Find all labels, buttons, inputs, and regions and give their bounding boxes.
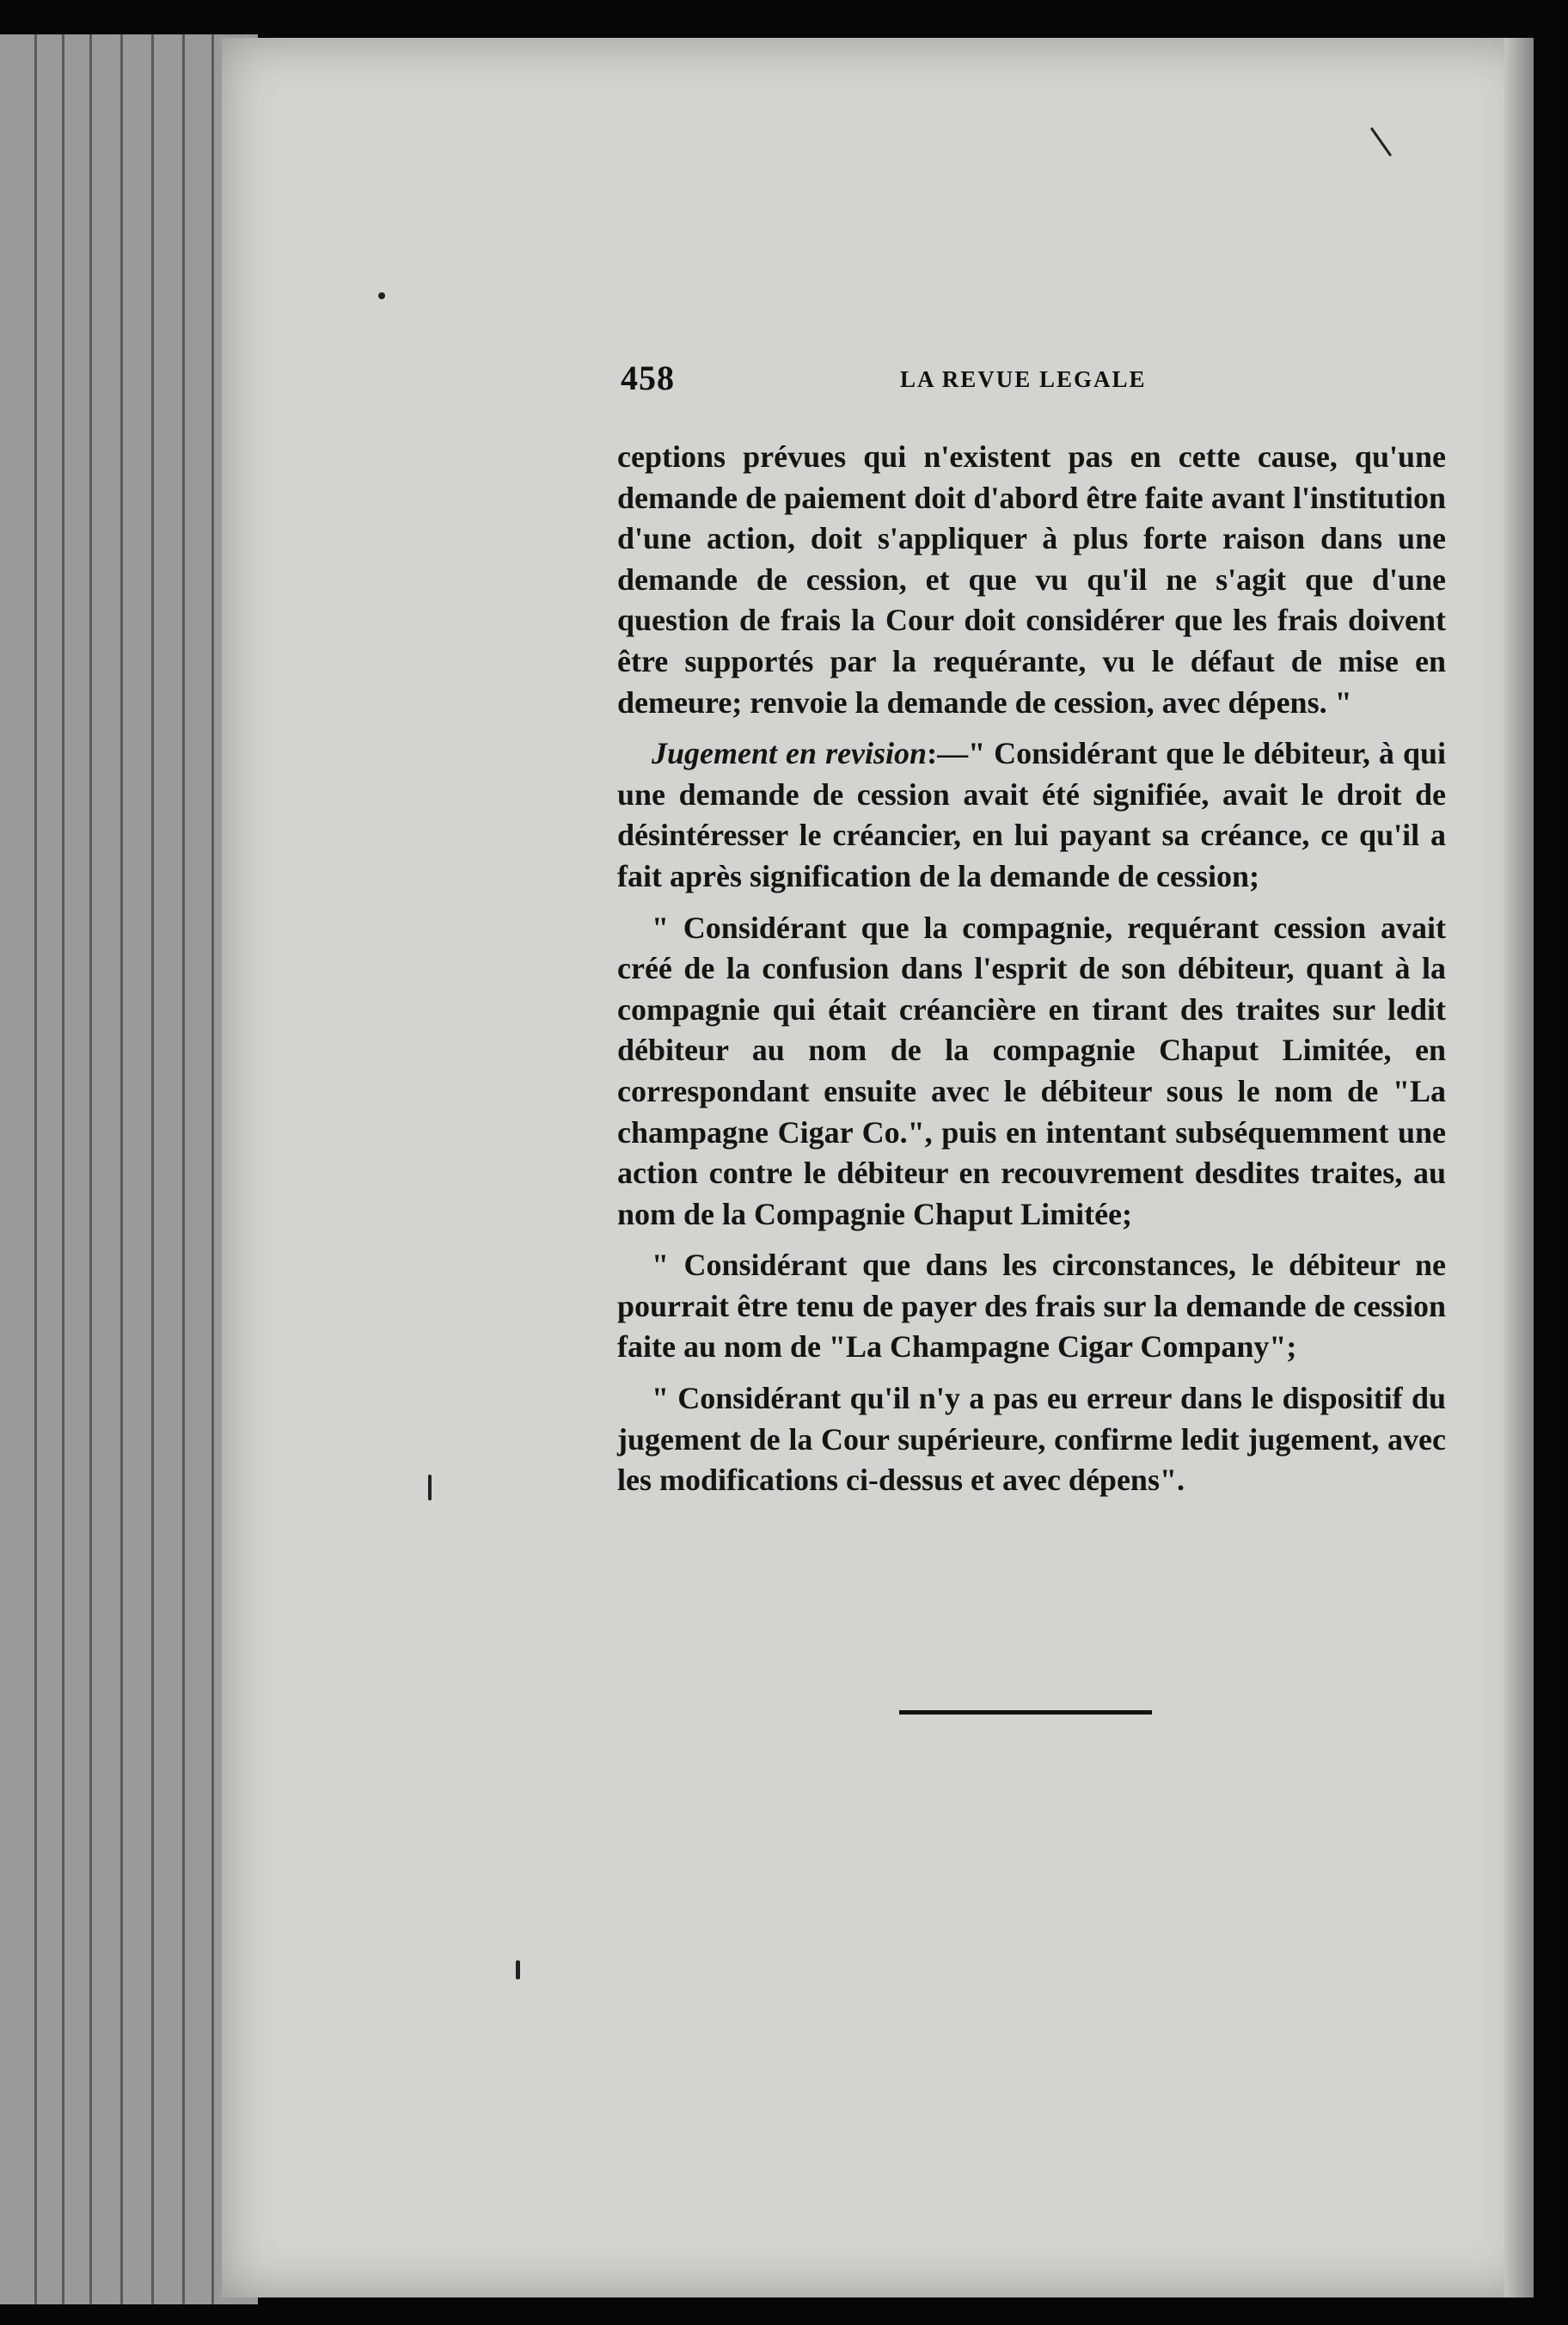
page-edge	[34, 34, 37, 2304]
page-edge	[182, 34, 185, 2304]
page-right-edge	[1504, 38, 1534, 2297]
paragraph-3: " Considérant que la compagnie, requérant cession avait créé de la confusion dans l'esprit de son débiteur, quant à la compagnie qui était créancière en tirant des traites sur ledit débiteur au nom de la compagnie Chaput Limitée, en correspondant ensuite avec le débiteur sous le nom de "La champagne Cigar Co.", puis en intentant subséquemment une action contre le débiteur en recouvrement desdites traites, au nom de la Compagnie Chaput Limitée;	[617, 910, 1446, 1231]
section-divider-rule	[899, 1710, 1152, 1715]
page-edge	[151, 34, 154, 2304]
paragraph-2-text: :—" Considérant que le débiteur, à qui une demande de cession avait été signifiée, avait le droit de désintéresser le créancier, en lui payant sa créance, ce qu'il a fait après signification de la demande de cession;	[617, 736, 1446, 893]
dust-speck	[428, 1475, 432, 1500]
page-number: 458	[621, 359, 675, 397]
paragraph-2	[617, 733, 1446, 897]
paragraph-5: " Considérant qu'il n'y a pas eu erreur dans le dispositif du jugement de la Cour supérieure, confirme ledit jugement, avec les modifications ci-dessus et avec dépens".	[617, 1381, 1446, 1498]
running-title: LA REVUE LEGALE	[900, 366, 1147, 392]
running-head	[621, 358, 1463, 409]
paragraph-2-lead: Jugement en revision	[652, 736, 928, 771]
page-edge	[120, 34, 123, 2304]
body-text	[617, 437, 1446, 1512]
page-edge	[89, 34, 92, 2304]
page-stack-edges	[0, 34, 258, 2304]
page-edge	[62, 34, 64, 2304]
paragraph-4: " Considérant que dans les circonstances, le débiteur ne pourrait être tenu de payer des frais sur la demande de cession faite au nom de "La Champagne Cigar Company";	[617, 1248, 1446, 1365]
dust-speck	[378, 292, 385, 299]
paragraph-1: ceptions prévues qui n'existent pas en cette cause, qu'une demande de paiement doit d'abord être faite avant l'institution d'une action, doit s'appliquer à plus forte raison dans une demande de cession, et que vu qu'il ne s'agit que d'une question de frais la Cour doit considérer que les frais doivent être supportés par la requérante, vu le défaut de mise en demeure; renvoie la demande de cession, avec dépens. "	[617, 439, 1446, 720]
page-edge	[211, 34, 214, 2304]
dust-speck	[516, 1960, 520, 1979]
